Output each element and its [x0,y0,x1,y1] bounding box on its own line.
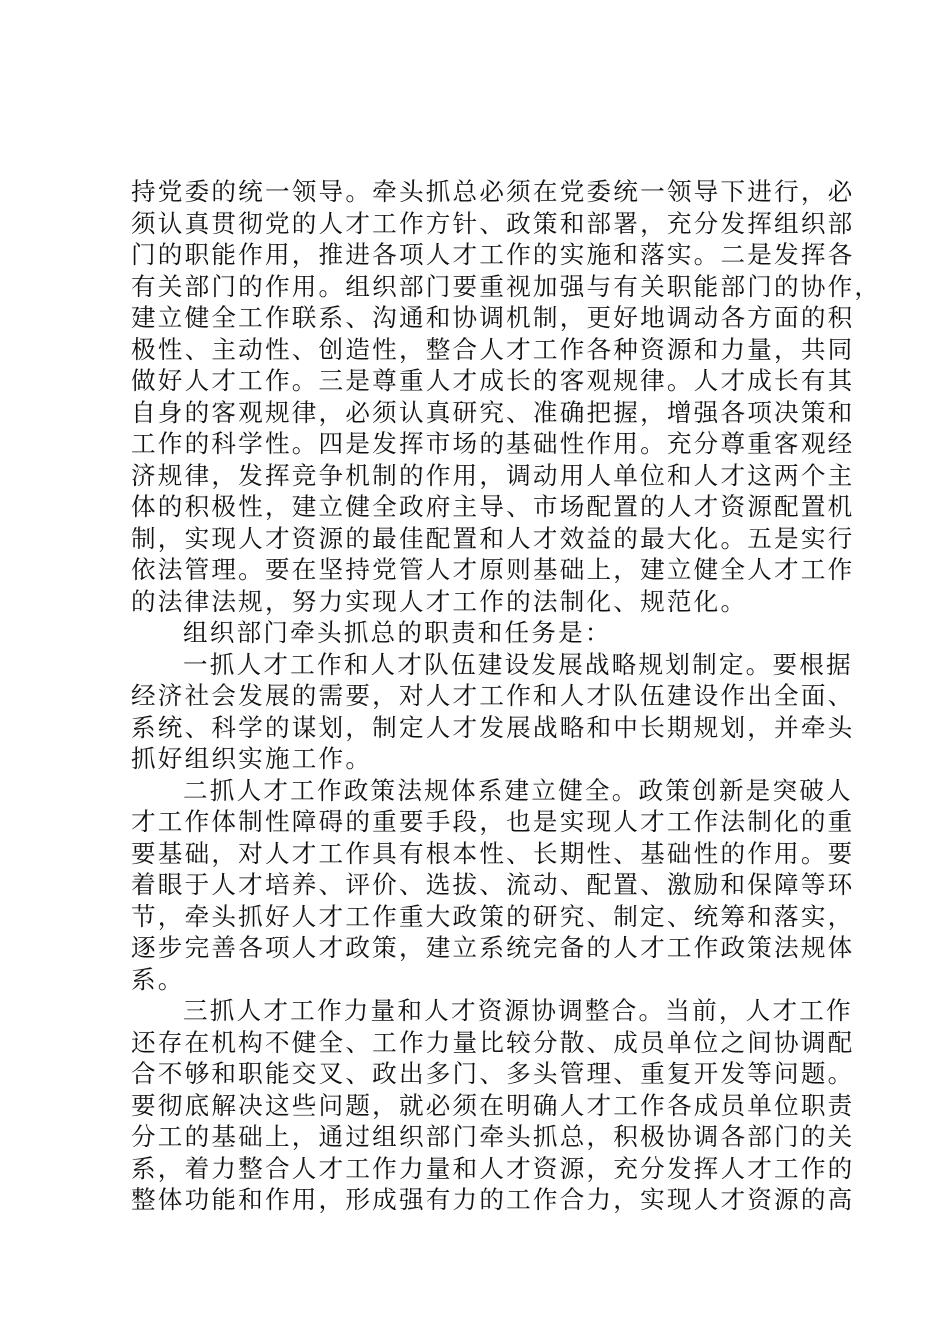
text-line: 自身的客观规律，必须认真研究、准确把握，增强各项决策和 [131,397,855,427]
text-line: 持党委的统一领导。牵头抓总必须在党委统一领导下进行，必 [131,177,855,206]
text-line: 要彻底解决这些问题，就必须在明确人才工作各成员单位职责 [131,1090,855,1120]
text-line: 济规律，发挥竞争机制的作用，调动用人单位和人才这两个主 [131,460,855,490]
text-line: 工作的科学性。四是发挥市场的基础性作用。充分尊重客观经 [131,429,855,458]
paragraph-start-line: 二抓人才工作政策法规体系建立健全。政策创新是突破人 [183,775,853,805]
text-line: 逐步完善各项人才政策，建立系统完备的人才工作政策法规体 [131,933,855,962]
text-line: 要基础，对人才工作具有根本性、长期性、基础性的作用。要 [131,838,855,868]
text-line: 还存在机构不健全、工作力量比较分散、成员单位之间协调配 [131,1027,855,1057]
text-line: 极性、主动性、创造性，整合人才工作各种资源和力量，共同 [131,334,855,364]
text-line: 系，着力整合人才工作力量和人才资源，充分发挥人才工作的 [131,1153,855,1183]
text-line: 建立健全工作联系、沟通和协调机制，更好地调动各方面的积 [131,303,855,332]
text-line: 抓好组织实施工作。 [131,744,373,773]
text-line: 制，实现人才资源的最佳配置和人才效益的最大化。五是实行 [131,523,855,553]
text-line: 分工的基础上，通过组织部门牵头抓总，积极协调各部门的关 [131,1122,855,1151]
text-line: 系统、科学的谋划，制定人才发展战略和中长期规划，并牵头 [131,712,855,742]
paragraph-start-line: 组织部门牵头抓总的职责和任务是： [183,618,612,647]
text-line: 整体功能和作用，形成强有力的工作合力，实现人才资源的高 [131,1185,855,1214]
text-line: 着眼于人才培养、评价、选拔、流动、配置、激励和保障等环 [131,870,855,899]
text-line: 的法律法规，努力实现人才工作的法制化、规范化。 [131,586,748,616]
text-line: 门的职能作用，推进各项人才工作的实施和落实。二是发挥各 [131,240,855,269]
text-line: 节，牵头抓好人才工作重大政策的研究、制定、统筹和落实， [131,901,855,931]
text-line: 体的积极性，建立健全政府主导、市场配置的人才资源配置机 [131,492,855,521]
body-text [131,176,882,1216]
text-line: 才工作体制性障碍的重要手段，也是实现人才工作法制化的重 [131,807,855,836]
text-line: 须认真贯彻党的人才工作方针、政策和部署，充分发挥组织部 [131,208,855,238]
text-line: 依法管理。要在坚持党管人才原则基础上，建立健全人才工作 [131,555,855,584]
paragraph-start-line: 一抓人才工作和人才队伍建设发展战略规划制定。要根据 [183,649,853,679]
text-line: 系。 [131,964,185,994]
paragraph-start-line: 三抓人才工作力量和人才资源协调整合。当前，人才工作 [183,996,853,1025]
text-line: 合不够和职能交叉、政出多门、多头管理、重复开发等问题。 [131,1059,855,1088]
text-line: 有关部门的作用。组织部门要重视加强与有关职能部门的协作， [131,271,882,301]
text-line: 经济社会发展的需要，对人才工作和人才队伍建设作出全面、 [131,681,855,710]
text-line: 做好人才工作。三是尊重人才成长的客观规律。人才成长有其 [131,366,855,395]
